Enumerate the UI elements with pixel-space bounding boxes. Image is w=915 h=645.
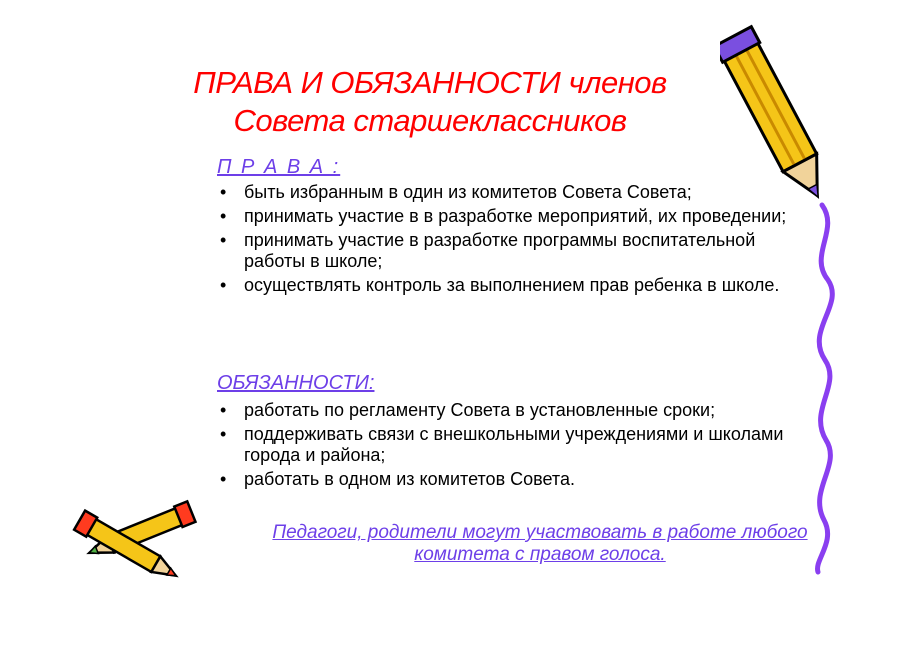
crossed-pencils-illustration [68, 495, 208, 605]
list-item: • принимать участие в разработке программы воспитательной работы в школе; [218, 230, 818, 272]
list-item: • работать по регламенту Совета в установленные сроки; [218, 400, 818, 421]
rights-list [218, 182, 818, 299]
duties-list [218, 400, 818, 493]
title-line-2: Совета старшеклассников [233, 103, 627, 138]
title-line-1: ПРАВА И ОБЯЗАННОСТИ членов [193, 65, 667, 100]
page-title [140, 64, 720, 140]
participation-note: Педагоги, родители могут участвовать в работе любого комитета с правом голоса. [272, 522, 808, 565]
list-item: • принимать участие в в разработке мероприятий, их проведении; [218, 206, 818, 227]
list-item: • осуществлять контроль за выполнением прав ребенка в школе. [218, 275, 818, 296]
list-item: • быть избранным в один из комитетов Совета Совета; [218, 182, 818, 203]
list-item: • поддерживать связи с внешкольными учреждениями и школами города и района; [218, 424, 818, 466]
list-item: • работать в одном из комитетов Совета. [218, 469, 818, 490]
rights-heading: П Р А В А : [217, 156, 341, 178]
duties-heading: ОБЯЗАННОСТИ: [217, 372, 375, 394]
